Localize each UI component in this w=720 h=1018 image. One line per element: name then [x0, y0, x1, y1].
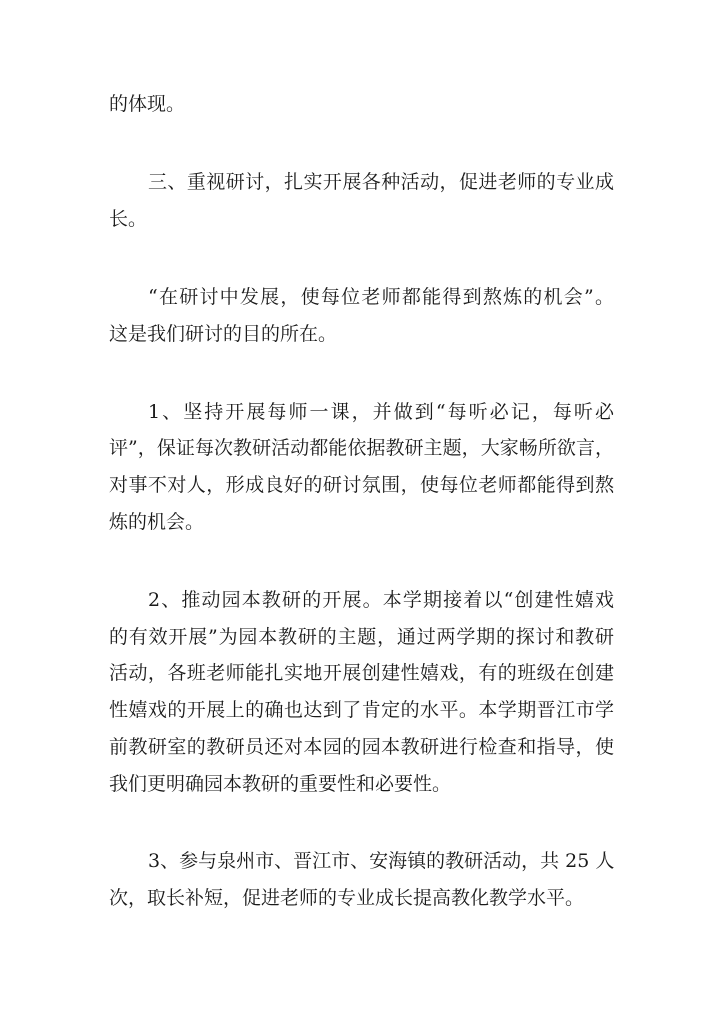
text-line: 炼的机会。: [109, 511, 205, 533]
text-line: 三、重视研讨，扎实开展各种活动，促进老师的专业成: [148, 171, 614, 193]
text-line: 我们更明确园本教研的重要性和必要性。: [109, 773, 452, 795]
text-line: 3、参与泉州市、晋江市、安海镇的教研活动，共 25 人: [148, 850, 615, 872]
text-line: 评”，保证每次教研活动都能依据教研主题，大家畅所欲言，: [109, 437, 614, 459]
text-line: 2、推动园本教研的开展。本学期接着以“创建性嬉戏: [148, 589, 614, 611]
text-line: 这是我们研讨的目的所在。: [109, 323, 338, 345]
text-line: 的有效开展”为园本教研的主题，通过两学期的探讨和教研: [109, 626, 614, 648]
text-line: 次，取长补短，促进老师的专业成长提高教化教学水平。: [109, 887, 585, 909]
text-line: 1、坚持开展每师一课，并做到“每听必记，每听必: [148, 401, 614, 423]
text-line: 活动，各班老师能扎实地开展创建性嬉戏，有的班级在创建: [109, 662, 614, 684]
text-line: 性嬉戏的开展上的确也达到了肯定的水平。本学期晋江市学: [109, 699, 614, 721]
text-line: 长。: [109, 208, 148, 230]
text-line: 的体现。: [109, 93, 186, 115]
text-line: 对事不对人，形成良好的研讨氛围，使每位老师都能得到熬: [109, 474, 614, 496]
text-line: 前教研室的教研员还对本园的园本教研进行检查和指导，使: [109, 736, 614, 758]
text-line: “在研讨中发展，使每位老师都能得到熬炼的机会”。: [148, 286, 614, 308]
